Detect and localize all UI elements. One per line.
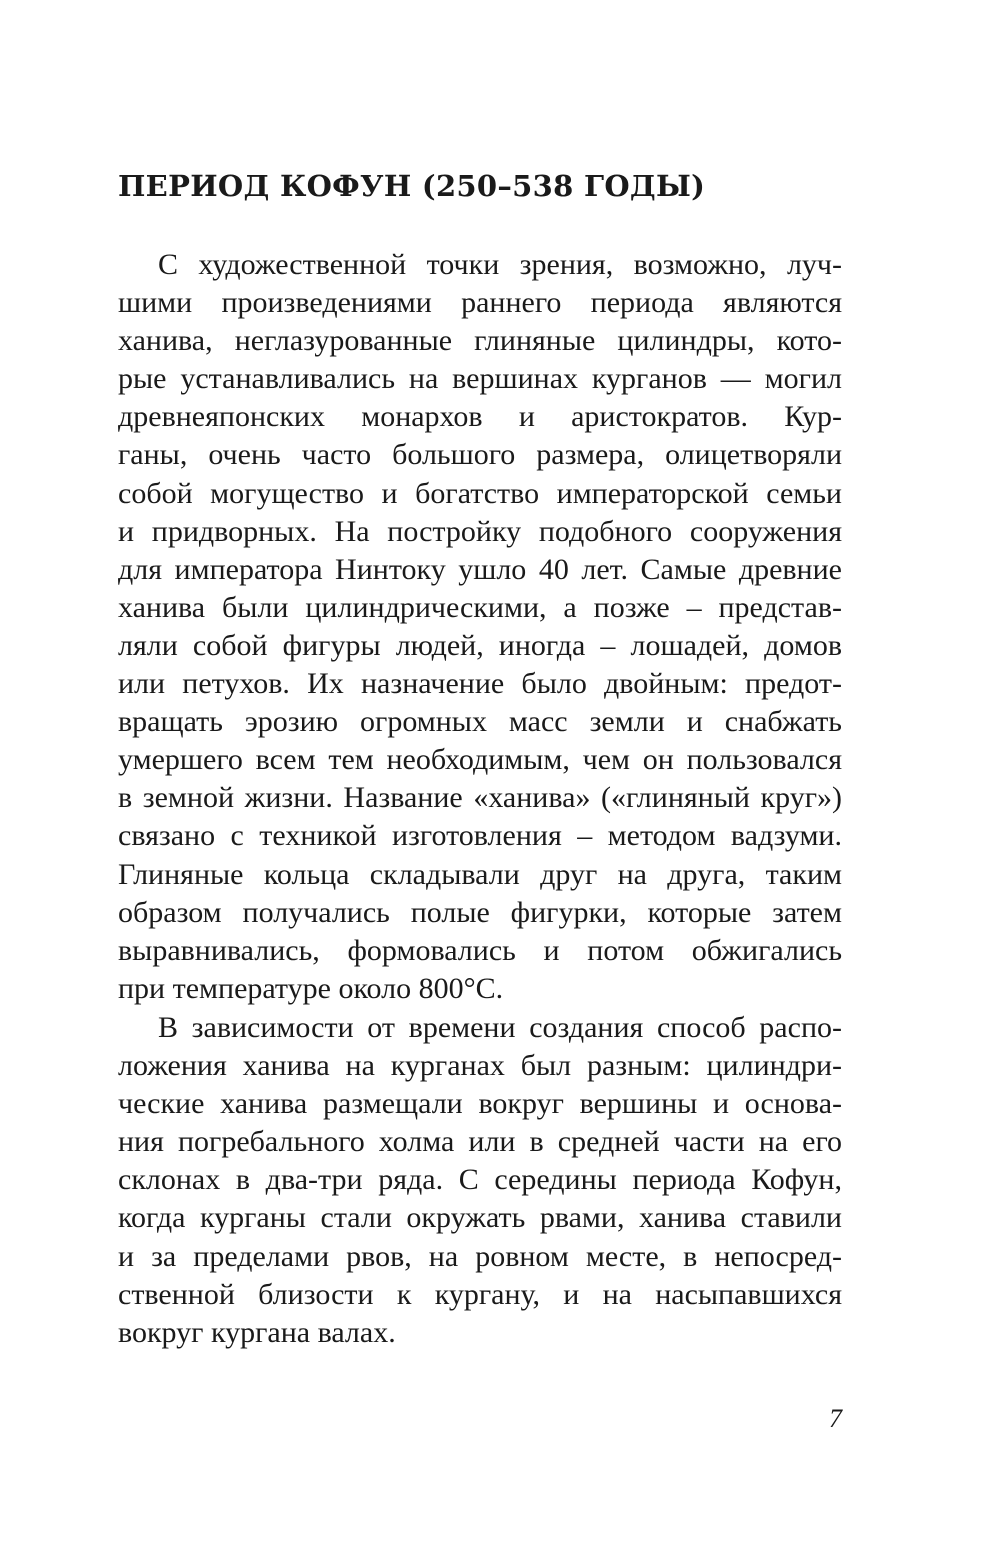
paragraph-line: связано с техникой изготовления – методом вадзуми. xyxy=(118,819,842,853)
paragraph-line: древнеяпонских монархов и аристократов. Кур- xyxy=(118,400,842,434)
paragraph-2 xyxy=(118,1009,842,1352)
paragraph-line: С художественной точки зрения, возможно, луч- xyxy=(158,248,842,281)
paragraph-line: когда курганы стали окружать рвами, ханива ставили xyxy=(118,1201,842,1235)
paragraph-line: образом получались полые фигурки, которые затем xyxy=(118,895,842,929)
paragraph-line: ственной близости к кургану, и на насыпавшихся xyxy=(118,1277,842,1311)
paragraph-line: Глиняные кольца складывали друг на друга, таким xyxy=(118,857,842,891)
paragraph-line: ляли собой фигуры людей, иногда – лошадей, домов xyxy=(118,628,842,662)
paragraph-line: рые устанавливались на вершинах курганов — могил xyxy=(118,362,842,396)
paragraph-line: ганы, очень часто большого размера, олицетворяли xyxy=(118,438,842,472)
chapter-heading: ПЕРИОД КОФУН (250–538 ГОДЫ) xyxy=(118,169,706,203)
paragraph-line: ческие ханива размещали вокруг вершины и основа- xyxy=(118,1087,842,1121)
paragraph-line: склонах в два-три ряда. С середины периода Кофун, xyxy=(118,1163,842,1197)
paragraph-line: собой могущество и богатство императорской семьи xyxy=(118,476,842,510)
paragraph-line: вокруг кургана валах. xyxy=(118,1315,396,1349)
page-number: 7 xyxy=(829,1404,842,1433)
paragraph-1 xyxy=(118,246,842,1008)
paragraph-line: ложения ханива на курганах был разным: цилиндри- xyxy=(118,1049,842,1083)
paragraph-line: В зависимости от времени создания способ распо- xyxy=(158,1011,842,1044)
paragraph-line: ханива были цилиндрическими, а позже – представ- xyxy=(118,590,842,624)
paragraph-line: шими произведениями раннего периода являются xyxy=(118,286,842,320)
paragraph-line: при температуре около 800°С. xyxy=(118,971,504,1005)
paragraph-line: и придворных. На постройку подобного сооружения xyxy=(118,514,842,548)
paragraph-line: ханива, неглазурованные глиняные цилиндры, кото- xyxy=(118,324,842,358)
paragraph-line: ния погребального холма или в средней части на его xyxy=(118,1125,842,1159)
paragraph-line: в земной жизни. Название «ханива» («глиняный круг») xyxy=(118,781,842,815)
paragraph-line: и за пределами рвов, на ровном месте, в непосред- xyxy=(118,1239,842,1273)
paragraph-line: вращать эрозию огромных масс земли и снабжать xyxy=(118,705,842,739)
paragraph-line: для императора Нинтоку ушло 40 лет. Самые древние xyxy=(118,552,842,586)
paragraph-line: выравнивались, формовались и потом обжигались xyxy=(118,933,842,967)
paragraph-line: или петухов. Их назначение было двойным: предот- xyxy=(118,667,842,701)
paragraph-line: умершего всем тем необходимым, чем он пользовался xyxy=(118,743,842,777)
